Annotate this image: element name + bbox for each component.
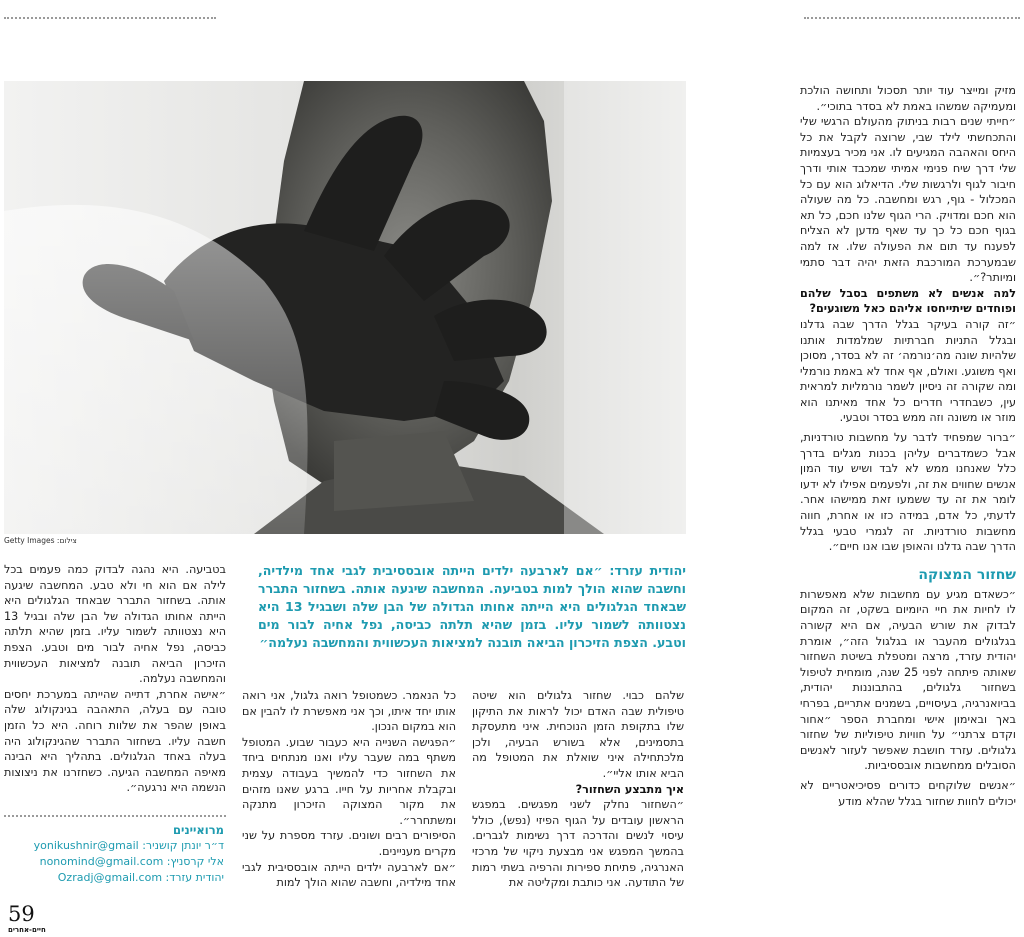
paragraph: שלהם כבוי. שחזור גלגולים הוא שיטה טיפולית שבה האדם יכול לראות את התיקון שלו בתקופת הזמן הנוכחית. איני מתעסקת בתסמינים, אלא בשורש הבעיה, ולכן מלכתחילה איני שואלת את המטופל מה הביא אותו אליי״. bbox=[472, 689, 684, 780]
paragraph: ״אנשים שלוקחים כדורים פסיכיאטריים לא יכולים לחוות שחזור בגלל שהלא מודע bbox=[800, 778, 1016, 808]
interviewee-line: ד״ר יונתן קושניר: yonikushnir@gmail bbox=[33, 839, 224, 852]
photo-credit: צילום: Getty Images bbox=[4, 536, 77, 545]
interviewees-box bbox=[4, 822, 224, 886]
top-rule-left bbox=[4, 17, 216, 19]
paragraph: ״אם לארבעה ילדים הייתה אובססיבית לגבי אחד מילדיה, וחשבה שהוא הולך למות bbox=[242, 860, 456, 890]
paragraph: ״הפגישה השנייה היא כעבור שבוע. המטופל משתף במה שעבר עליו ואנו מנתחים ביחד את השחזור כדי להמשיך בעבודה עצמית ובקבלת אחריות על חייו. ברגע שאנו מזהים את מקור המצוקה הזיכרון מתנקה ומשתחרר״. bbox=[242, 735, 456, 827]
pull-quote: יהודית עזרד: ״אם לארבעה ילדים הייתה אובססיבית לגבי אחד מילדיה, וחשבה שהוא הולך למות בטביעה. המחשבה שיגעה אותה. בשחזור התברר שבאחד הגלגולים היא הייתה אחותו הגדולה של הבן שלה ושבגיל 13 היא נצטוותה לשמור עליו. בזמן שהיא תלתה כביסה, נפל אחיה לבור מים וטבע. הצפת הזיכרון הביאה תובנה למציאות העכשווית והמחשבה נעלמה״ bbox=[258, 563, 686, 650]
paragraph: ״זה קורה בעיקר בגלל הדרך שבה גדלנו ובגלל התניות חברתיות שמלמדות אותנו שלהיות שונה מה׳נורמה׳ זה לא בסדר, מסוכן ואף משוגע. ואולם, אף אחד לא באמת נורמלי ומה שקורה זה ניסיון לשמר נורמליות למראית עין, כשבחדרי חדרים כל אחד מאיתנו הוא מוזר או משונה וזה ממש בסדר וטבעי. bbox=[800, 317, 1016, 425]
top-rule-right bbox=[804, 17, 1020, 19]
paragraph: הסיפורים רבים ושונים. עזרד מספרת על שני מקרים מעניינים. bbox=[242, 829, 456, 858]
hand-over-face-image bbox=[4, 81, 686, 534]
paragraph: כל הנאמר. כשמטופל רואה גלגול, אני רואה אותו יחד איתו, וכך אני מאפשרת לו להבין אם הוא במקום הנכון. bbox=[242, 689, 456, 734]
article-column-right bbox=[800, 83, 1016, 809]
interviewee-line: יהודית עזרד: Ozradj@gmail.com bbox=[57, 871, 224, 884]
magazine-footer-tag: חיים-אחרים bbox=[8, 926, 46, 934]
interviewees-title: מרואיינים bbox=[173, 823, 224, 837]
article-photo bbox=[4, 81, 686, 534]
page-number: 59 bbox=[8, 902, 35, 926]
interviewee-line: אלי קרסניץ: nonomind@gmail.com bbox=[39, 855, 224, 868]
interview-question: איך מתבצע השחזור? bbox=[575, 782, 684, 796]
paragraph: ״ברור שמפחיד לדבר על מחשבות טורדניות, אבל כשמדברים עליהן בכנות מגלים בדרך כלל שאנחנו ממש לא לבד ושיש עוד המון אנשים שחווים את זה, ולפעמים אפילו לא ידעו לומר את זה עד ששמעו זאת ממישהו אחר. לדעתי, כל אדם, במידה כזו או אחרת, חווה מחשבות טורדניות. זה לגמרי טבעי בגלל הדרך שבה גדלנו והאופן שבו אנו חיים״. bbox=[800, 431, 1016, 554]
references-rule bbox=[4, 815, 226, 817]
article-column-2 bbox=[242, 688, 456, 891]
paragraph: בטביעה. היא נהגה לבדוק כמה פעמים בכל לילה אם הוא חי ולא טבע. המחשבה שיגעה אותה. בשחזור התברר שבאחד הגלגולים היא הייתה אחותו הגדולה של הבן שלה ובגיל 13 היא נצטוותה לשמור עליו. בזמן שהיא תלתה כביסה, נפל אחיה לבור מים וטבע. הצפת הזיכרון הביאה תובנה למציאות העכשווית והמחשבה נעלמה. bbox=[4, 563, 226, 686]
section-heading: שחזור המצוקה bbox=[918, 566, 1016, 583]
interview-question: למה אנשים לא משתפים בסבל שלהם ופוחדים שיתייחסו אליהם כאל משוגעים? bbox=[800, 286, 1016, 316]
paragraph: ״כשאדם מגיע עם מחשבות שלא מאפשרות לו לחיות את חיי היומיום בשקט, זה המקום לבדוק את שורש הבעיה, אם היא קשורה בגלגולים מהעבר או בגלגול הזה״, אומרת יהודית עזרד, מרצה ומטפלת בשיטת השחזור שאותה פיתחה לפני 25 שנה, מומחית לטיפול בשחזור גלגולים, בהתבוננות יהודית, בביואנרגיה, בעיסויים, בשמנים אתריים, בפרחי באך ובאימון אישי ומחברת הספר ״אחור וקדם צרתני״ על חוויות טיפוליות של שחזור גלגולים. עזרד חושבת שאפשר לעזור לאנשים הסובלים ממחשבות אובססיביות. bbox=[800, 587, 1016, 773]
article-column-3 bbox=[472, 688, 684, 891]
paragraph: ״חייתי שנים רבות בניתוק מהעולם הרגשי שלי והתכחשתי לילד שבי, שרוצה לקבל את כל היחס והאהבה המגיעים לו. אני מכיר בעצמיות שלי דרך שיח פנימי אמיתי שמכבד אותי ודרך חיבור לגוף ולרגשות שלי. הדיאלוג הוא עם כל המכלול - גוף, רגש ומחשבה. כל מה שעולה הוא חכם ומדויק. הרי הגוף שלנו חכם, כל תא בגוף חכם כל כך עד שאף מדען לא הצליח לפענח עד תום את הפעולה שלו. אז למה שבמערכת המורכבת הזאת יהיה דבר סתמי ומיותר?״. bbox=[800, 115, 1016, 285]
article-column-1 bbox=[4, 562, 226, 796]
paragraph: ״אישה אחרת, דתייה שהייתה במערכת יחסים טובה עם בעלה, התאהבה בגינקולוג שלה באופן שהפר את שלוות רוחה. היא כל הזמן חשבה עליו. בשחזור התברר שהגינקולוג היה בעלה באחד הגלגולים. בתהליך היא הבינה מאיפה המחשבה הגיעה. כשחזרנו את ניצוצות הנשמה היא נרגעה״. bbox=[4, 687, 226, 795]
paragraph: מזיק ומייצר עוד יותר תסכול ותחושה הולכת ומעמיקה שמשהו באמת לא בסדר בתוכי״. bbox=[800, 84, 1016, 113]
paragraph: ״השחזור נחלק לשני מפגשים. במפגש הראשון עובדים על הגוף הפיזי (נפש), כולל עיסוי לנשים והדרכה דרך נשימות לגברים. בהמשך המפגש אני מבצעת ניקוי של מרכזי האנרגיה, פתיחת ספירות והרפיה בשתי רמות של התודעה. אני כותבת ומקליטה את bbox=[472, 798, 684, 890]
